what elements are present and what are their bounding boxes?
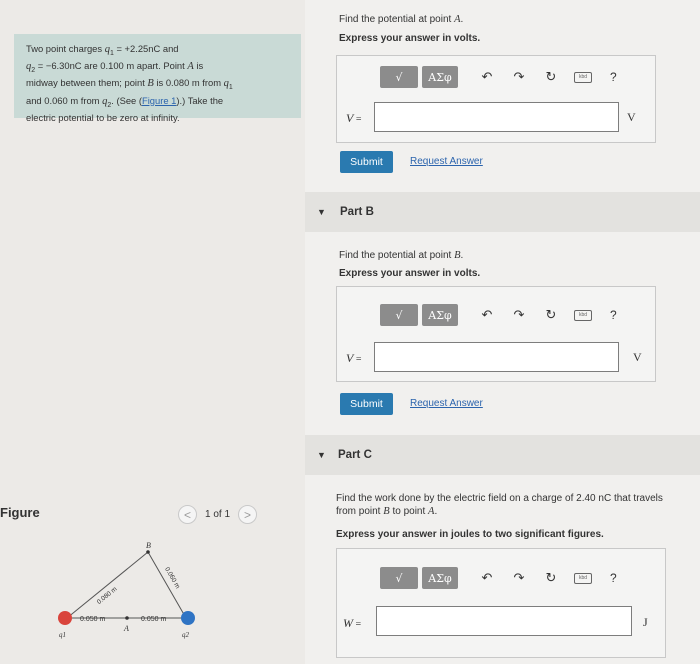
redo-icon[interactable]: ↷ [513,570,525,585]
text: electric potential to be zero at infinity. [26,111,180,123]
part-b-request-answer-link[interactable]: Request Answer [410,398,483,409]
equals: = [353,354,362,365]
part-c-instruction: Express your answer in joules to two significant figures. [336,529,604,540]
undo-icon[interactable]: ↶ [481,307,493,322]
part-b-title: Part B [340,206,374,218]
text: ).) Take the [176,94,224,106]
undo-icon[interactable]: ↶ [481,570,493,585]
problem-line-4 [26,95,289,112]
text: . [460,250,464,261]
text: is [193,60,204,72]
text: and [160,43,179,54]
collapse-caret-icon[interactable]: ▼ [317,450,326,460]
dist-left: 0.080 m [95,585,119,606]
dist-base-right: 0.050 m [141,616,167,623]
equals: = [353,114,362,125]
point-a-marker [125,616,129,620]
part-b-toolbar [380,304,617,326]
text: Find the work done by the electric field on a charge of 2.40 [336,493,599,504]
part-a-answer-input[interactable] [374,102,619,132]
text: to point [389,506,429,517]
question-line-1 [336,492,663,505]
text: apart. Point [134,60,188,72]
part-c-question [336,492,663,518]
label-a: A [124,624,129,633]
collapse-caret-icon[interactable]: ▼ [317,207,326,217]
part-a-question [339,13,463,26]
point-b-marker [146,550,150,554]
problem-line-2 [26,60,289,77]
part-a-variable [346,111,361,126]
q2-sub: 2 [31,67,36,75]
sqrt-template-button[interactable]: √ [380,304,418,326]
q1-symbol: q [223,78,229,90]
help-icon[interactable]: ? [610,308,617,322]
part-c-answer-box [336,548,666,658]
label-b: B [146,541,151,550]
dist-base-left: 0.050 m [80,616,106,623]
label-q2: q2 [182,631,189,639]
unit-m: m [70,94,79,106]
text: from point [336,506,384,517]
part-a-toolbar [380,66,617,88]
q1-value: = +2.25 [113,43,149,54]
var: W [343,616,353,630]
part-c-title: Part C [338,449,372,461]
part-a-unit: V [627,110,636,124]
part-b-answer-input[interactable] [374,342,619,372]
help-icon[interactable]: ? [610,571,617,585]
point-a: A [428,506,435,517]
keyboard-icon[interactable]: kbd [574,573,592,584]
q1-sub: 1 [109,49,114,57]
part-c-unit: J [643,615,648,629]
part-b-question [339,249,463,262]
figure-link[interactable]: Figure 1 [142,94,177,106]
q2-unit: nC [69,60,82,72]
point-b: B [454,250,461,261]
text: . (See ( [111,94,142,106]
side-left [67,552,148,618]
unit-m: m [126,60,135,72]
part-a-request-answer-link[interactable]: Request Answer [410,156,483,167]
text: Find the potential at point [339,14,455,25]
prev-figure-button[interactable]: < [178,505,197,524]
part-a-submit-button[interactable]: Submit [340,151,393,173]
part-c-toolbar [380,567,617,589]
charge-diagram [40,535,220,645]
keyboard-icon[interactable]: kbd [574,310,592,321]
q2-symbol: q [102,95,108,107]
point-a: A [187,61,194,73]
part-b-variable [346,351,361,366]
q2-symbol: q [26,61,32,73]
text: midway between them; point [26,77,148,89]
unit-m: m [191,77,200,89]
problem-line-1 [26,43,289,60]
pager-text: 1 of 1 [205,509,231,520]
redo-icon[interactable]: ↷ [513,307,525,322]
label-q1: q1 [59,631,66,639]
undo-icon[interactable]: ↶ [481,69,493,84]
var: V [346,111,354,125]
text: . [460,14,464,25]
keyboard-icon[interactable]: kbd [574,72,592,83]
sqrt-template-button[interactable]: √ [380,66,418,88]
redo-icon[interactable]: ↷ [513,69,525,84]
part-b-instruction: Express your answer in volts. [339,268,481,279]
q1-charge [58,611,72,625]
text: from [199,77,224,89]
problem-line-3 [26,77,289,94]
greek-symbols-button[interactable]: ΑΣφ [422,304,458,326]
part-c-variable [343,616,361,631]
point-a: A [454,14,461,25]
unit-nc: nC [598,493,612,504]
next-figure-button[interactable]: > [238,505,257,524]
point-b: B [383,506,390,517]
part-a-instruction: Express your answer in volts. [339,33,481,44]
part-b-unit: V [633,350,642,364]
reset-icon[interactable]: ↻ [545,307,557,322]
q2-sub: 2 [107,101,112,109]
part-c-answer-input[interactable] [376,606,632,636]
equals: = [353,619,362,630]
text: Two point charges [26,43,105,54]
figure-heading: Figure [0,505,40,520]
greek-symbols-button[interactable]: ΑΣφ [422,567,458,589]
q1-unit: nC [148,43,161,54]
help-icon[interactable]: ? [610,70,617,84]
dist-right: 0.060 m [163,566,182,590]
text: Find the potential at point [339,250,455,261]
q1-symbol: q [104,44,110,55]
text: from [78,94,103,106]
text: is 0.080 [153,77,192,89]
reset-icon[interactable]: ↻ [545,69,557,84]
var: V [346,351,354,365]
text: are 0.100 [81,60,127,72]
point-b: B [147,78,154,90]
text: and 0.060 [26,94,71,106]
q1-sub: 1 [228,84,233,92]
figure-pager [178,505,257,524]
sqrt-template-button[interactable]: √ [380,567,418,589]
text: . [434,506,438,517]
q2-charge [181,611,195,625]
q2-value: = −6.30 [35,60,70,72]
question-line-2 [336,505,663,518]
part-b-submit-button[interactable]: Submit [340,393,393,415]
reset-icon[interactable]: ↻ [545,570,557,585]
text: that travels [611,493,663,504]
greek-symbols-button[interactable]: ΑΣφ [422,66,458,88]
problem-statement [14,34,301,123]
problem-line-5 [26,112,289,124]
